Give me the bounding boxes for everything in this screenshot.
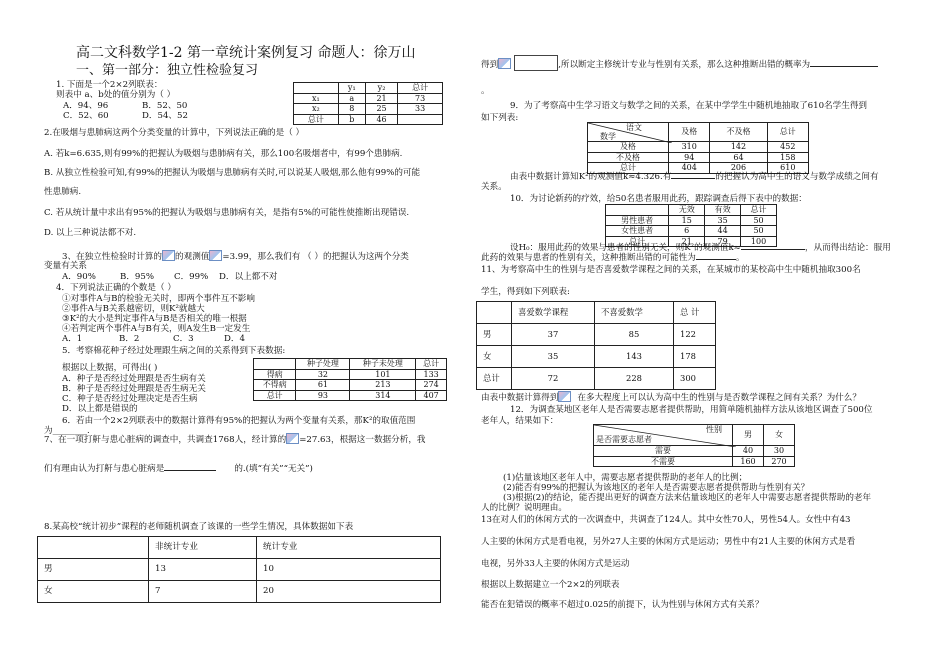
q4-statement-1: ①对事件A与B的检验无关时，即两个事件互不影响	[62, 294, 255, 304]
q9-table-cell: 158	[767, 152, 808, 163]
q10-table-cell: 50	[741, 226, 777, 237]
q12-table-cell: 40	[733, 446, 764, 457]
q9-table-cell: 总计	[767, 123, 808, 142]
q1-table-cell: y₁	[338, 83, 365, 94]
q12-sub-1: (1)估量该地区老年人中，需要志愿者提供帮助的老年人的比例；	[503, 473, 748, 483]
q9-answer-blank[interactable]	[671, 178, 715, 179]
q1-table-cell	[398, 114, 443, 125]
q4-statement-2: ②事件A与B关系越密切，则K²就越大	[62, 304, 205, 314]
q9-corner-bottom: 数学	[600, 132, 616, 141]
q9-after-line1	[510, 172, 879, 183]
q11-table-cell: 喜爱数学课程	[512, 302, 595, 324]
q1-table-cell: x₂	[294, 104, 339, 115]
q5-stem: 5．考察棉花种子经过处理跟生病之间的关系得到下表数据:	[62, 346, 286, 356]
q7-pre: 7、在一项打鼾与患心脏病的调查中，共调查1768人，经计算的	[44, 435, 287, 445]
formula-image-icon	[498, 58, 511, 69]
q11-table-cell: 72	[512, 368, 595, 390]
q11-line1: 11、为考察高中生的性别与是否喜爱数学课程之间的关系，在某城市的某校高中生中随机抽取300名	[481, 265, 861, 275]
q11-table-cell: 男	[477, 324, 512, 346]
q1-table-cell	[294, 83, 339, 94]
q1-table-cell: b	[338, 114, 365, 125]
q5-table-cell: 种子未处理	[350, 359, 416, 370]
q1-option-b: B．52、50	[142, 101, 188, 111]
q3-option-d: D．以上都不对	[219, 272, 278, 282]
q9-table-corner	[588, 123, 669, 142]
q6-line1: 6．若由一个2×2列联表中的数据计算得有95%的把握认为两个变量有关系，那K²的取值范围	[62, 416, 416, 426]
q2-option-d: D. 以上三种说法都不对.	[44, 228, 137, 238]
q12-table-cell: 女	[764, 425, 795, 446]
q8-table-cell: 统计专业	[257, 537, 441, 559]
q5-table-cell: 274	[416, 380, 447, 391]
q5-table-cell	[254, 359, 296, 370]
q10-table-cell: 21	[669, 236, 705, 247]
q12-table-cell: 需要	[594, 446, 733, 457]
q4-statement-4: ④若判定两个事件A与B有关，则A发生B一定发生	[62, 324, 251, 334]
q4-stem: 4．下列说法正确的个数是（ ）	[56, 283, 176, 293]
q9-table-cell: 94	[669, 152, 710, 163]
q9-table-cell: 及格	[669, 123, 710, 142]
q1-table-cell: 总计	[294, 114, 339, 125]
q11-after-post: 在多大程度上可以认为高中生的性别与是否数学课程之间有关系？为什么？	[577, 393, 861, 403]
q11-table-cell: 143	[595, 346, 674, 368]
q4-option-d: D．4	[224, 334, 245, 344]
q7-line2	[44, 464, 313, 475]
q10-answer-blank-p[interactable]	[696, 259, 736, 260]
q10-after-line2	[481, 253, 744, 264]
q1-option-c: C．52、60	[63, 111, 109, 121]
q10-table	[605, 204, 777, 247]
q10-table-cell: 100	[741, 236, 777, 247]
q9-line2: 如下列表:	[481, 113, 519, 123]
q9-table-cell: 310	[669, 142, 710, 153]
q5-table-cell: 32	[296, 369, 350, 380]
q10-after-a: 设H₀：服用此药的效果与患者的性别无关，则K²的观测值k≈	[510, 243, 741, 253]
q8-table	[37, 536, 441, 603]
q3-mid: 的观测值	[175, 252, 210, 262]
q5-table-cell: 总计	[254, 390, 296, 401]
q1-option-d: D．54、52	[142, 111, 188, 121]
q11-table	[476, 301, 716, 390]
q8-table-cell: 男	[38, 559, 149, 581]
q1-table-cell: 33	[398, 104, 443, 115]
q1-option-a: A．94、96	[63, 101, 109, 111]
formula-image-icon	[286, 433, 299, 444]
q2-option-b-line2: 性患肺病.	[44, 187, 82, 197]
q4-option-a: A．1	[62, 334, 83, 344]
q9-line1: 9．为了考察高中生学习语文与数学之间的关系，在某中学学生中随机地抽取了610名学生得到	[510, 101, 868, 111]
q5-table-cell: 总计	[416, 359, 447, 370]
q1-table	[293, 82, 443, 125]
q10-after-b: ，从而得出结论：服用	[804, 243, 891, 253]
q10-after-d: 。	[735, 253, 745, 263]
q13-line4: 根据以上数据建立一个2×2的列联表	[481, 580, 620, 590]
q1-table-cell: a	[338, 93, 365, 104]
q5-table-cell: 93	[296, 390, 350, 401]
q10-table-cell: 总计	[606, 236, 669, 247]
q11-line2: 学生，得到如下列联表:	[481, 287, 570, 297]
q8-continued-line	[481, 55, 878, 71]
q6-line2: 为________.	[44, 426, 90, 436]
q10-table-cell: 50	[741, 215, 777, 226]
q4-option-b: B．2	[119, 334, 140, 344]
q11-table-cell: 35	[512, 346, 595, 368]
q8-table-cell: 20	[257, 581, 441, 603]
q5-option-c: C．种子是否经过处理决定是否生病	[62, 394, 198, 404]
q12-table-cell: 不需要	[594, 456, 733, 467]
q8-table-cell: 7	[149, 581, 257, 603]
q11-table-cell: 122	[674, 324, 716, 346]
q3-line2: 变量有关系	[44, 261, 87, 271]
q13-line2: 人主要的休闲方式是看电视，另外27人主要的休闲方式是运动；男性中有21人主要的休闲方式是看	[481, 537, 856, 547]
q5-table-cell: 61	[296, 380, 350, 391]
q7-line2-b: 的.(填“有关”“无关”)	[234, 464, 313, 474]
q11-table-cell: 女	[477, 346, 512, 368]
q7-line1	[44, 433, 426, 446]
q5-option-a: A．种子是否经过处理跟是否生病有关	[62, 374, 206, 384]
q3-option-b: B．95%	[120, 272, 155, 282]
formula-image-icon	[209, 250, 222, 261]
q5-table-cell: 407	[416, 390, 447, 401]
q10-table-cell: 6	[669, 226, 705, 237]
q13-line1: 13在对人们的休闲方式的一次调查中，共调查了124人。其中女性70人，男性54人。女性中有43	[481, 515, 851, 525]
q9-after-b: 的把握认为高中生的语文与数学成绩之间有	[715, 172, 879, 182]
q12-line1: 12．为调查某地区老年人是否需要志愿者提供帮助，用简单随机抽样方法从该地区调查了500位	[510, 405, 873, 415]
q1-ask: 则表中 a、b处的值分别为（ ）	[56, 90, 176, 100]
q12-table-cell: 160	[733, 456, 764, 467]
q2-option-c: C. 若从统计量中求出有95%的把握认为吸烟与患肺病有关，是指有5%的可能性使推断出现错误.	[44, 208, 410, 218]
q3-option-a: A．90%	[62, 272, 96, 282]
q1-stem: 1. 下面是一个2×2列联表：	[56, 80, 163, 90]
q10-table-cell: 35	[705, 215, 741, 226]
q11-table-cell: 228	[595, 368, 674, 390]
q9-table-cell: 不及格	[710, 123, 767, 142]
q12-table-cell: 270	[764, 456, 795, 467]
q10-table-cell: 15	[669, 215, 705, 226]
q8-table-cell: 13	[149, 559, 257, 581]
q11-after-pre: 由表中数据计算得到	[481, 393, 559, 403]
q10-table-cell	[606, 205, 669, 216]
q10-after-c: 此药的效果与患者的性别有关，这种推断出错的可能性为	[481, 253, 696, 263]
q9-after-a: 由表中数据计算知K²的观测值k≈4.326.有	[510, 172, 672, 182]
q12-table-cell: 男	[733, 425, 764, 446]
q13-line5: 能否在犯错误的概率不超过0.025的前提下，认为性别与休闲方式有关系？	[481, 600, 764, 610]
q5-table-cell: 213	[350, 380, 416, 391]
q8-cont-b: ,所以断定主修统计专业与性别有关系，那么这种推断出错的概率为	[558, 60, 811, 70]
q9-table-cell: 64	[710, 152, 767, 163]
formula-image-icon	[162, 250, 175, 261]
q12-corner-bottom: 是否需要志愿者	[596, 435, 652, 444]
q8-table-cell: 10	[257, 559, 441, 581]
q12-line2: 老年人，结果如下：	[481, 416, 559, 426]
q10-table-cell: 总计	[741, 205, 777, 216]
q9-table-cell: 及格	[588, 142, 669, 153]
q8-cont-end: 。	[481, 86, 490, 96]
q1-table-cell: 总计	[398, 83, 443, 94]
q12-corner-top: 性别	[706, 425, 722, 434]
q11-table-cell: 300	[674, 368, 716, 390]
q11-table-cell	[477, 302, 512, 324]
q8-table-cell: 非统计专业	[149, 537, 257, 559]
formula-image-icon	[558, 391, 571, 402]
q12-table	[593, 424, 795, 467]
q11-table-cell: 37	[512, 324, 595, 346]
q5-table-cell: 133	[416, 369, 447, 380]
q9-table	[587, 122, 809, 174]
q7-answer-blank[interactable]	[164, 470, 216, 471]
q5-table-cell: 不得病	[254, 380, 296, 391]
q1-table-cell: 46	[365, 114, 397, 125]
q7-line2-a: 们有理由认为打鼾与患心脏病是	[44, 464, 165, 474]
q11-table-cell: 总计	[477, 368, 512, 390]
q10-answer-blank-k[interactable]	[741, 249, 805, 250]
q10-table-cell: 44	[705, 226, 741, 237]
q2-option-b-line1: B. 从独立性检验可知,有99%的把握认为吸烟与患肺病有关时,可以说某人吸烟,那么他有99%的可能	[44, 168, 421, 178]
q8-stem: 8.某高校“统计初步”课程的老师随机调查了该课的一些学生情况，具体数据如下表	[44, 522, 354, 532]
q9-corner-top: 语文	[626, 123, 642, 132]
q9-table-cell: 452	[767, 142, 808, 153]
q10-table-cell: 无效	[669, 205, 705, 216]
q10-stem: 10．为讨论新药的疗效，给50名患者服用此药，跟踪调查后得下表中的数据：	[510, 194, 807, 204]
q11-table-cell: 178	[674, 346, 716, 368]
q11-table-cell: 总 计	[674, 302, 716, 324]
q12-sub-3: (3)根据(2)的结论，能否提出更好的调查方法来估量该地区的老年人中需要志愿者提供帮助的老年	[503, 493, 872, 503]
q11-table-cell: 85	[595, 324, 674, 346]
q8-table-cell: 女	[38, 581, 149, 603]
q1-table-cell: 73	[398, 93, 443, 104]
q10-table-cell: 女性患者	[606, 226, 669, 237]
q7-post: =27.63，根据这一数据分析，我	[299, 435, 426, 445]
q12-table-corner	[594, 425, 733, 446]
q10-table-cell: 79	[705, 236, 741, 247]
q2-stem: 2.在吸烟与患肺病这两个分类变量的计算中，下列说法正确的是（ ）	[44, 128, 305, 138]
q4-option-c: C．3	[173, 334, 194, 344]
q5-table-cell: 314	[350, 390, 416, 401]
q5-table-cell: 101	[350, 369, 416, 380]
q10-table-cell: 男性患者	[606, 215, 669, 226]
q11-after	[481, 391, 861, 404]
q11-table-cell: 不喜爱数学	[595, 302, 674, 324]
q10-table-cell: 有效	[705, 205, 741, 216]
q9-table-cell: 206	[710, 163, 767, 174]
answer-box[interactable]	[514, 55, 558, 71]
q9-table-cell: 610	[767, 163, 808, 174]
q12-sub-2: (2)能否有99%的把握认为该地区的老年人是否需要志愿者提供帮助与性别有关？	[503, 483, 810, 493]
q2-option-a: A. 若k=6.635,则有99%的把握认为吸烟与患肺病有关，那么100名吸烟者中，有99个患肺病.	[44, 149, 403, 159]
q3-option-c: C．99%	[174, 272, 209, 282]
q12-sub-3b: 人的比例？说明理由。	[481, 503, 567, 513]
q9-table-cell: 不及格	[588, 152, 669, 163]
q3-post: =3.99，那么我们有 （ ）的把握认为这两个分类	[222, 252, 409, 262]
q9-after-line2: 关系。	[481, 182, 507, 192]
q9-table-cell: 404	[669, 163, 710, 174]
q5-table-cell: 种子处理	[296, 359, 350, 370]
q9-table-cell: 142	[710, 142, 767, 153]
q1-table-cell: x₁	[294, 93, 339, 104]
q1-table-cell: y₂	[365, 83, 397, 94]
q3-line1	[62, 250, 409, 263]
q5-table-cell: 得病	[254, 369, 296, 380]
section-title: 一、第一部分：独立性检验复习	[76, 63, 259, 78]
q4-statement-3: ③K²的大小是判定事件A与B是否相关的唯一根据	[62, 314, 247, 324]
page-title: 高二文科数学1-2 第一章统计案例复习 命题人：徐万山	[76, 45, 416, 61]
q8-table-cell	[38, 537, 149, 559]
q5-option-b: B．种子是否经过处理跟是否生病无关	[62, 384, 206, 394]
q12-table-cell: 30	[764, 446, 795, 457]
q5-option-d: D．以上都是错误的	[62, 404, 138, 414]
q1-table-cell: 8	[338, 104, 365, 115]
q1-table-cell: 25	[365, 104, 397, 115]
q3-pre: 3、在独立性检验时计算的	[62, 252, 162, 262]
q5-table	[253, 358, 447, 401]
q9-table-cell: 总计	[588, 163, 669, 174]
q8-cont-a: 得到	[481, 60, 499, 70]
q1-table-cell: 21	[365, 93, 397, 104]
q13-line3: 电视，另外33人主要的休闲方式是运动	[481, 559, 630, 569]
q8-answer-blank[interactable]	[810, 66, 878, 67]
q5-ask: 根据以上数据，可得出( )	[62, 363, 158, 373]
